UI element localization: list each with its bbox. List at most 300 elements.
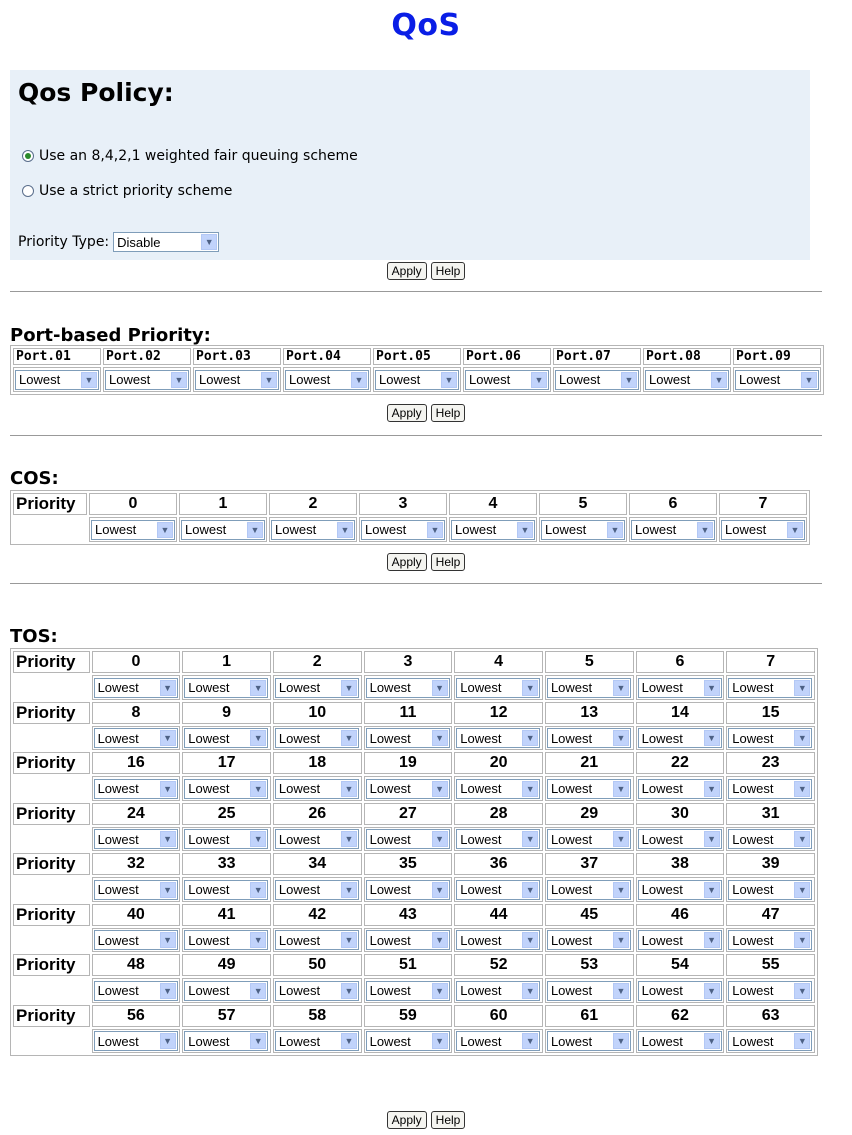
cos-apply-button[interactable]: Apply: [387, 553, 427, 571]
chevron-down-icon[interactable]: ▼: [160, 882, 176, 898]
priority-select[interactable]: [728, 779, 812, 799]
chevron-down-icon[interactable]: ▼: [613, 932, 629, 948]
priority-select[interactable]: [94, 880, 178, 900]
priority-select[interactable]: [184, 930, 268, 950]
port-priority-cell: [103, 367, 191, 392]
priority-select-value: Lowest: [550, 831, 593, 847]
tos-priority-number: 52: [454, 954, 543, 976]
chevron-down-icon[interactable]: ▼: [613, 730, 629, 746]
priority-select[interactable]: [638, 880, 722, 900]
priority-select[interactable]: [184, 779, 268, 799]
priority-select[interactable]: [728, 930, 812, 950]
priority-select-value: Lowest: [199, 372, 241, 387]
chevron-down-icon[interactable]: ▼: [432, 831, 448, 847]
priority-select[interactable]: [94, 728, 178, 748]
tos-number-row: [13, 651, 815, 673]
priority-select[interactable]: [94, 981, 178, 1001]
chevron-down-icon[interactable]: ▼: [704, 1033, 720, 1049]
tos-priority-cell: [454, 776, 543, 801]
chevron-down-icon[interactable]: ▼: [621, 372, 637, 388]
tos-priority-number: 51: [364, 954, 453, 976]
tos-priority-number: 15: [726, 702, 815, 724]
chevron-down-icon[interactable]: ▼: [522, 730, 538, 746]
chevron-down-icon[interactable]: ▼: [432, 932, 448, 948]
tos-priority-cell: [636, 726, 725, 751]
wfq-option[interactable]: [22, 148, 358, 164]
chevron-down-icon[interactable]: ▼: [613, 1033, 629, 1049]
cos-priority-cell: [359, 517, 447, 542]
priority-select[interactable]: [94, 678, 178, 698]
tos-priority-cell: [92, 978, 181, 1003]
priority-select-value: Lowest: [635, 522, 677, 537]
tos-priority-cell: [545, 776, 634, 801]
qos-policy-heading: Qos Policy:: [18, 78, 174, 107]
chevron-down-icon[interactable]: ▼: [801, 372, 817, 388]
port-help-button[interactable]: Help: [431, 404, 466, 422]
tos-priority-cell: [182, 827, 271, 852]
priority-select[interactable]: [541, 520, 625, 540]
priority-select-value: Lowest: [550, 1033, 593, 1049]
radio-icon[interactable]: [22, 150, 34, 162]
tos-priority-cell: [364, 726, 453, 751]
priority-select[interactable]: [366, 728, 450, 748]
priority-select[interactable]: [555, 370, 639, 390]
tos-apply-button[interactable]: Apply: [387, 1111, 427, 1129]
priority-select[interactable]: [275, 930, 359, 950]
priority-select[interactable]: [94, 829, 178, 849]
priority-select[interactable]: [184, 981, 268, 1001]
tos-priority-cell: [636, 776, 725, 801]
priority-select-value: Lowest: [641, 932, 683, 948]
port-header: Port.05: [373, 348, 461, 365]
divider: [10, 435, 822, 436]
empty-cell: [13, 675, 90, 700]
tos-priority-cell: [726, 675, 815, 700]
tos-priority-number: 56: [92, 1005, 181, 1027]
tos-priority-number: 41: [182, 904, 271, 926]
priority-select-value: Lowest: [550, 932, 593, 948]
priority-row-label: Priority: [13, 702, 90, 724]
priority-select[interactable]: [94, 930, 178, 950]
priority-select[interactable]: [275, 728, 359, 748]
chevron-down-icon[interactable]: ▼: [787, 522, 803, 538]
priority-select[interactable]: [361, 520, 445, 540]
chevron-down-icon[interactable]: ▼: [704, 882, 720, 898]
priority-select[interactable]: [547, 779, 631, 799]
priority-select[interactable]: [94, 779, 178, 799]
priority-select[interactable]: [456, 930, 540, 950]
priority-select[interactable]: [275, 880, 359, 900]
tos-priority-number: 25: [182, 803, 271, 825]
tos-help-button[interactable]: Help: [431, 1111, 466, 1129]
tos-priority-cell: [92, 827, 181, 852]
tos-priority-number: 19: [364, 752, 453, 774]
chevron-down-icon[interactable]: ▼: [522, 680, 538, 696]
priority-select[interactable]: [456, 981, 540, 1001]
priority-select[interactable]: [631, 520, 715, 540]
priority-select[interactable]: [547, 678, 631, 698]
chevron-down-icon[interactable]: ▼: [522, 882, 538, 898]
priority-select[interactable]: [275, 779, 359, 799]
chevron-down-icon[interactable]: ▼: [250, 730, 266, 746]
chevron-down-icon[interactable]: ▼: [341, 882, 357, 898]
priority-select-value: Lowest: [641, 781, 683, 796]
tos-select-row: [13, 928, 815, 953]
tos-priority-number: 59: [364, 1005, 453, 1027]
chevron-down-icon[interactable]: ▼: [704, 680, 720, 696]
chevron-down-icon[interactable]: ▼: [531, 372, 547, 388]
priority-select[interactable]: [456, 779, 540, 799]
priority-row-label: Priority: [13, 904, 90, 926]
tos-priority-number: 34: [273, 853, 362, 875]
tos-priority-cell: [636, 978, 725, 1003]
priority-select[interactable]: [547, 880, 631, 900]
priority-select[interactable]: [456, 829, 540, 849]
tos-priority-number: 3: [364, 651, 453, 673]
tos-priority-cell: [726, 978, 815, 1003]
chevron-down-icon[interactable]: ▼: [432, 882, 448, 898]
priority-select[interactable]: [547, 829, 631, 849]
priority-select-value: Lowest: [97, 932, 139, 948]
tos-select-row: [13, 827, 815, 852]
chevron-down-icon[interactable]: ▼: [794, 781, 810, 797]
priority-select[interactable]: [451, 520, 535, 540]
priority-select[interactable]: [638, 981, 722, 1001]
chevron-down-icon[interactable]: ▼: [157, 522, 173, 538]
port-apply-button[interactable]: Apply: [387, 404, 427, 422]
chevron-down-icon[interactable]: ▼: [160, 932, 176, 948]
priority-type-value: Disable: [117, 234, 161, 250]
chevron-down-icon[interactable]: ▼: [711, 372, 727, 388]
chevron-down-icon[interactable]: ▼: [341, 831, 357, 847]
cos-priority-number: 6: [629, 493, 717, 515]
empty-cell: [13, 928, 90, 953]
chevron-down-icon[interactable]: ▼: [522, 983, 538, 999]
chevron-down-icon[interactable]: ▼: [432, 781, 448, 797]
port-priority-cell: [283, 367, 371, 392]
priority-select-value: Lowest: [365, 522, 407, 537]
chevron-down-icon[interactable]: ▼: [794, 983, 810, 999]
tos-priority-number: 2: [273, 651, 362, 673]
chevron-down-icon[interactable]: ▼: [160, 983, 176, 999]
tos-priority-cell: [454, 726, 543, 751]
priority-select[interactable]: [728, 728, 812, 748]
chevron-down-icon[interactable]: ▼: [351, 372, 367, 388]
priority-select-value: Lowest: [188, 680, 230, 695]
tos-priority-number: 11: [364, 702, 453, 724]
priority-select[interactable]: [275, 981, 359, 1001]
priority-select[interactable]: [366, 779, 450, 799]
cos-priority-number: 0: [89, 493, 177, 515]
tos-priority-number: 33: [182, 853, 271, 875]
priority-select[interactable]: [105, 370, 189, 390]
chevron-down-icon[interactable]: ▼: [697, 522, 713, 538]
priority-select[interactable]: [366, 1031, 450, 1051]
chevron-down-icon[interactable]: ▼: [160, 831, 176, 847]
chevron-down-icon[interactable]: ▼: [341, 730, 357, 746]
priority-select[interactable]: [638, 678, 722, 698]
tos-priority-number: 44: [454, 904, 543, 926]
chevron-down-icon[interactable]: ▼: [341, 932, 357, 948]
priority-select[interactable]: [547, 981, 631, 1001]
priority-select[interactable]: [366, 930, 450, 950]
tos-priority-cell: [273, 978, 362, 1003]
port-header: Port.06: [463, 348, 551, 365]
tos-priority-number: 28: [454, 803, 543, 825]
priority-row-label: Priority: [13, 803, 90, 825]
divider: [10, 291, 822, 292]
priority-select-value: Lowest: [188, 781, 230, 796]
chevron-down-icon[interactable]: ▼: [160, 680, 176, 696]
priority-select[interactable]: [728, 829, 812, 849]
chevron-down-icon[interactable]: ▼: [613, 781, 629, 797]
priority-type-select[interactable]: [113, 232, 219, 252]
priority-select[interactable]: [728, 880, 812, 900]
priority-select[interactable]: [638, 930, 722, 950]
chevron-down-icon[interactable]: ▼: [201, 234, 217, 250]
tos-priority-number: 62: [636, 1005, 725, 1027]
radio-icon[interactable]: [22, 185, 34, 197]
tos-button-row: [0, 1111, 852, 1129]
priority-select-value: Lowest: [278, 932, 321, 948]
priority-select[interactable]: [465, 370, 549, 390]
tos-priority-cell: [92, 726, 181, 751]
priority-select-value: Lowest: [559, 372, 601, 387]
priority-select-value: Lowest: [732, 680, 774, 695]
priority-select-value: Lowest: [550, 882, 593, 897]
priority-select-value: Lowest: [469, 372, 511, 387]
chevron-down-icon[interactable]: ▼: [704, 983, 720, 999]
tos-priority-number: 49: [182, 954, 271, 976]
priority-row-label: Priority: [13, 1005, 90, 1027]
priority-select[interactable]: [728, 678, 812, 698]
priority-select[interactable]: [184, 678, 268, 698]
priority-select[interactable]: [184, 728, 268, 748]
chevron-down-icon[interactable]: ▼: [250, 1033, 266, 1049]
priority-select[interactable]: [91, 520, 175, 540]
priority-select[interactable]: [456, 880, 540, 900]
priority-select[interactable]: [94, 1031, 178, 1051]
chevron-down-icon[interactable]: ▼: [613, 983, 629, 999]
port-based-table: [10, 345, 824, 395]
tos-priority-cell: [545, 978, 634, 1003]
chevron-down-icon[interactable]: ▼: [522, 932, 538, 948]
policy-apply-button[interactable]: Apply: [387, 262, 427, 280]
priority-select[interactable]: [547, 1031, 631, 1051]
chevron-down-icon[interactable]: ▼: [794, 1033, 810, 1049]
priority-select-value: Lowest: [460, 831, 502, 847]
tos-priority-number: 16: [92, 752, 181, 774]
chevron-down-icon[interactable]: ▼: [704, 730, 720, 746]
priority-select-value: Lowest: [188, 831, 230, 847]
priority-select-value: Lowest: [732, 983, 774, 998]
tos-priority-number: 13: [545, 702, 634, 724]
priority-select[interactable]: [638, 1031, 722, 1051]
chevron-down-icon[interactable]: ▼: [432, 1033, 448, 1049]
tos-priority-cell: [454, 827, 543, 852]
priority-select[interactable]: [456, 728, 540, 748]
wfq-option-label: Use an 8,4,2,1 weighted fair queuing scheme: [39, 148, 358, 164]
chevron-down-icon[interactable]: ▼: [261, 372, 277, 388]
chevron-down-icon[interactable]: ▼: [160, 730, 176, 746]
cos-priority-cell: [539, 517, 627, 542]
tos-priority-cell: [182, 978, 271, 1003]
chevron-down-icon[interactable]: ▼: [160, 1033, 176, 1049]
chevron-down-icon[interactable]: ▼: [160, 781, 176, 797]
priority-select[interactable]: [275, 1031, 359, 1051]
priority-select[interactable]: [271, 520, 355, 540]
priority-select[interactable]: [275, 829, 359, 849]
chevron-down-icon[interactable]: ▼: [337, 522, 353, 538]
priority-select-value: Lowest: [739, 372, 781, 387]
empty-cell: [13, 1029, 90, 1054]
tos-priority-number: 8: [92, 702, 181, 724]
priority-select[interactable]: [735, 370, 819, 390]
priority-select-value: Lowest: [97, 730, 139, 746]
priority-select-value: Lowest: [369, 781, 411, 796]
priority-select-value: Lowest: [19, 372, 61, 387]
chevron-down-icon[interactable]: ▼: [522, 831, 538, 847]
chevron-down-icon[interactable]: ▼: [794, 730, 810, 746]
priority-select[interactable]: [366, 829, 450, 849]
priority-select[interactable]: [728, 981, 812, 1001]
priority-select-value: Lowest: [278, 831, 321, 847]
chevron-down-icon[interactable]: ▼: [341, 1033, 357, 1049]
chevron-down-icon[interactable]: ▼: [613, 680, 629, 696]
chevron-down-icon[interactable]: ▼: [607, 522, 623, 538]
divider: [10, 583, 822, 584]
priority-row-label: Priority: [13, 651, 90, 673]
priority-select-value: Lowest: [369, 730, 411, 746]
chevron-down-icon[interactable]: ▼: [247, 522, 263, 538]
priority-select[interactable]: [184, 829, 268, 849]
tos-priority-number: 55: [726, 954, 815, 976]
priority-row-label: Priority: [13, 493, 87, 515]
priority-select-value: Lowest: [641, 1033, 683, 1049]
chevron-down-icon[interactable]: ▼: [613, 831, 629, 847]
tos-priority-cell: [636, 1029, 725, 1054]
chevron-down-icon[interactable]: ▼: [341, 983, 357, 999]
chevron-down-icon[interactable]: ▼: [250, 781, 266, 797]
priority-select[interactable]: [645, 370, 729, 390]
cos-priority-cell: [449, 517, 537, 542]
priority-select-value: Lowest: [460, 932, 502, 948]
chevron-down-icon[interactable]: ▼: [341, 781, 357, 797]
chevron-down-icon[interactable]: ▼: [794, 932, 810, 948]
priority-select[interactable]: [638, 829, 722, 849]
priority-select[interactable]: [15, 370, 99, 390]
tos-number-row: [13, 1005, 815, 1027]
tos-priority-number: 47: [726, 904, 815, 926]
priority-select[interactable]: [728, 1031, 812, 1051]
priority-select-value: Lowest: [732, 730, 774, 746]
tos-select-row: [13, 726, 815, 751]
port-header: Port.09: [733, 348, 821, 365]
priority-select[interactable]: [547, 930, 631, 950]
priority-select[interactable]: [184, 880, 268, 900]
tos-priority-number: 32: [92, 853, 181, 875]
chevron-down-icon[interactable]: ▼: [427, 522, 443, 538]
priority-select-value: Lowest: [188, 730, 230, 746]
chevron-down-icon[interactable]: ▼: [341, 680, 357, 696]
tos-priority-number: 20: [454, 752, 543, 774]
chevron-down-icon[interactable]: ▼: [613, 882, 629, 898]
tos-priority-cell: [364, 776, 453, 801]
chevron-down-icon[interactable]: ▼: [432, 730, 448, 746]
priority-select-value: Lowest: [278, 1033, 321, 1049]
priority-select[interactable]: [456, 678, 540, 698]
chevron-down-icon[interactable]: ▼: [794, 680, 810, 696]
priority-select[interactable]: [181, 520, 265, 540]
priority-select[interactable]: [366, 880, 450, 900]
priority-select[interactable]: [638, 728, 722, 748]
priority-select[interactable]: [366, 981, 450, 1001]
priority-select[interactable]: [285, 370, 369, 390]
policy-help-button[interactable]: Help: [431, 262, 466, 280]
port-header: Port.08: [643, 348, 731, 365]
chevron-down-icon[interactable]: ▼: [704, 831, 720, 847]
tos-priority-number: 23: [726, 752, 815, 774]
tos-priority-cell: [454, 877, 543, 902]
tos-priority-cell: [92, 928, 181, 953]
priority-select-value: Lowest: [641, 983, 683, 998]
tos-number-row: [13, 853, 815, 875]
priority-select-value: Lowest: [550, 680, 593, 695]
priority-select[interactable]: [638, 779, 722, 799]
tos-priority-number: 9: [182, 702, 271, 724]
chevron-down-icon[interactable]: ▼: [522, 1033, 538, 1049]
tos-priority-cell: [273, 675, 362, 700]
priority-select[interactable]: [184, 1031, 268, 1051]
chevron-down-icon[interactable]: ▼: [794, 882, 810, 898]
chevron-down-icon[interactable]: ▼: [794, 831, 810, 847]
empty-cell: [13, 726, 90, 751]
chevron-down-icon[interactable]: ▼: [704, 932, 720, 948]
priority-select[interactable]: [547, 728, 631, 748]
chevron-down-icon[interactable]: ▼: [432, 680, 448, 696]
priority-select-value: Lowest: [732, 932, 774, 948]
chevron-down-icon[interactable]: ▼: [441, 372, 457, 388]
tos-priority-cell: [726, 1029, 815, 1054]
cos-heading: COS:: [10, 468, 59, 489]
chevron-down-icon[interactable]: ▼: [250, 932, 266, 948]
chevron-down-icon[interactable]: ▼: [522, 781, 538, 797]
strict-priority-option[interactable]: [22, 183, 232, 199]
chevron-down-icon[interactable]: ▼: [81, 372, 97, 388]
chevron-down-icon[interactable]: ▼: [250, 680, 266, 696]
priority-select[interactable]: [275, 678, 359, 698]
tos-priority-cell: [92, 675, 181, 700]
priority-select-value: Lowest: [460, 882, 502, 897]
priority-select-value: Lowest: [550, 781, 593, 796]
chevron-down-icon[interactable]: ▼: [250, 882, 266, 898]
chevron-down-icon[interactable]: ▼: [171, 372, 187, 388]
priority-select[interactable]: [375, 370, 459, 390]
chevron-down-icon[interactable]: ▼: [704, 781, 720, 797]
priority-select[interactable]: [366, 678, 450, 698]
cos-select-row: [13, 517, 807, 542]
chevron-down-icon[interactable]: ▼: [432, 983, 448, 999]
priority-select[interactable]: [195, 370, 279, 390]
chevron-down-icon[interactable]: ▼: [250, 983, 266, 999]
tos-priority-cell: [726, 776, 815, 801]
priority-select[interactable]: [721, 520, 805, 540]
chevron-down-icon[interactable]: ▼: [517, 522, 533, 538]
priority-select-value: Lowest: [188, 983, 230, 998]
cos-help-button[interactable]: Help: [431, 553, 466, 571]
priority-select[interactable]: [456, 1031, 540, 1051]
chevron-down-icon[interactable]: ▼: [250, 831, 266, 847]
